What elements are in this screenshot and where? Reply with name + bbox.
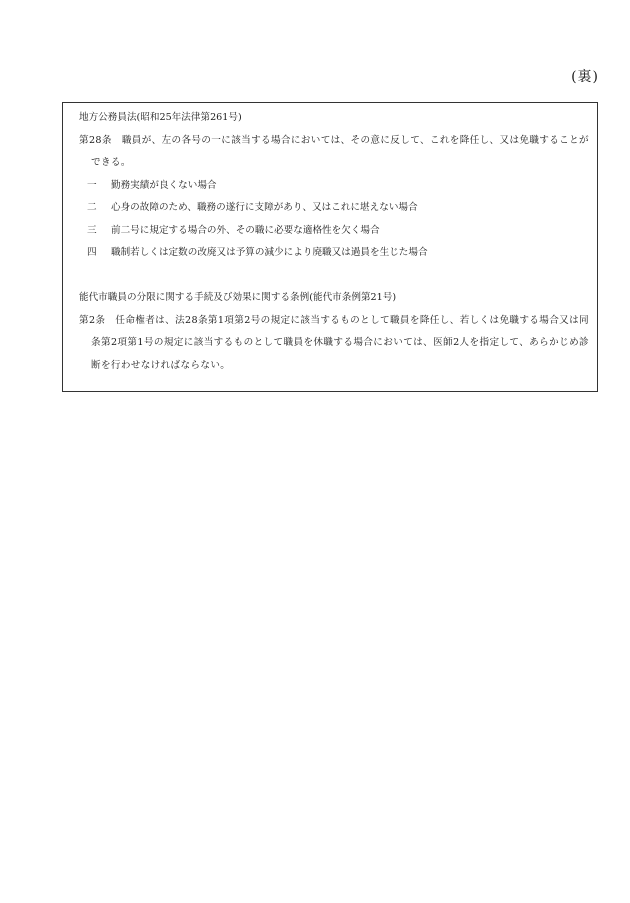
item-number: 三 <box>87 224 97 236</box>
city-ordinance-section <box>79 287 589 377</box>
item-text: 心身の故障のため、職務の遂行に支障があり、又はこれに堪えない場合 <box>111 202 418 213</box>
article-item <box>79 220 589 243</box>
article-text: 任命権者は、法28条第1項第2号の規定に該当するものとして職員を降任し、若しくは免職する場合又は同条第2項第1号の規定に該当するものとして職員を休職する場合においては、医師2人を指定して、あらかじめ診断を行わせなければならない。 <box>91 314 589 371</box>
article-item <box>79 242 589 265</box>
item-number: 二 <box>87 202 97 213</box>
item-text: 前二号に規定する場合の外、その職に必要な適格性を欠く場合 <box>111 224 380 236</box>
law-title: 地方公務員法(昭和25年法律第261号) <box>79 112 242 123</box>
article-number: 第28条 <box>79 134 112 146</box>
section-spacer <box>79 265 589 288</box>
article-28 <box>79 130 589 175</box>
article-items-list <box>79 175 589 265</box>
item-text: 勤務実績が良くない場合 <box>111 179 217 191</box>
article-2 <box>79 310 589 378</box>
item-number: 一 <box>87 179 97 191</box>
civil-service-law-section <box>79 107 589 265</box>
page-side-label: (裏) <box>571 69 599 85</box>
ordinance-title: 能代市職員の分限に関する手続及び効果に関する条例(能代市条例第21号) <box>79 292 397 303</box>
article-number: 第2条 <box>79 314 106 326</box>
legal-text-box <box>62 102 598 392</box>
item-number: 四 <box>87 247 97 258</box>
article-item <box>79 175 589 198</box>
item-text: 職制若しくは定数の改廃又は予算の減少により廃職又は過員を生じた場合 <box>111 247 428 258</box>
article-text: 職員が、左の各号の一に該当する場合においては、その意に反して、これを降任し、又は免職することができる。 <box>91 134 590 168</box>
article-item <box>79 197 589 220</box>
